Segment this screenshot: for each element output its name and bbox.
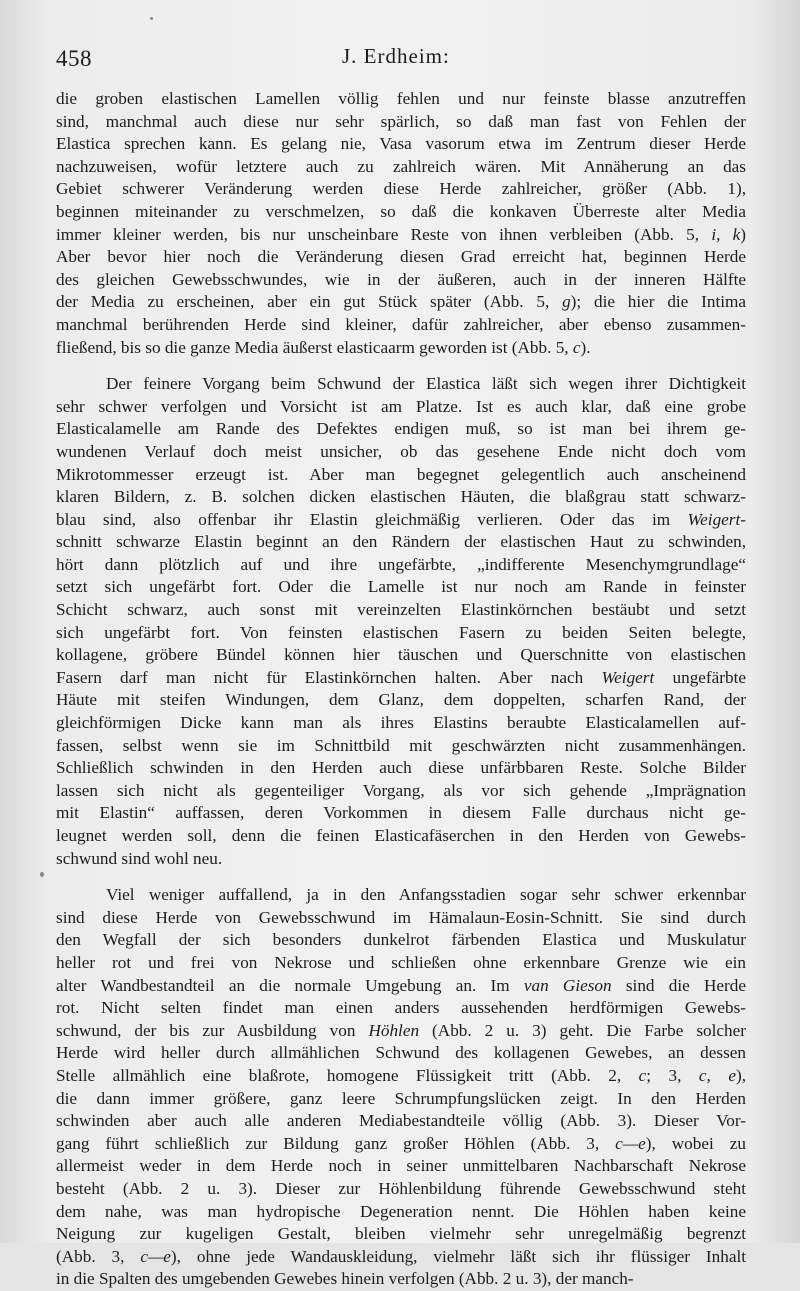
text-line: in die Spalten des umgebenden Gewebes hinein verfolgen (Abb. 2 u. 3), der manch- bbox=[56, 1269, 634, 1289]
italic-text: Höhlen bbox=[368, 1020, 420, 1040]
text-line bbox=[56, 1020, 746, 1043]
text-line: kollagene, gröbere Bündel können hier täuschen und Querschnitte von elastischen bbox=[56, 645, 746, 665]
text-line: dem nahe, was man hydropische Degeneration nennt. Die Höhlen haben keine bbox=[56, 1201, 746, 1221]
text-line bbox=[56, 1246, 746, 1269]
text-line: Elasticalamelle am Rande des Defektes endigen muß, so ist man bei ihrem ge- bbox=[56, 419, 746, 439]
text-segment: ), ohne jede Wandauskleidung, vielmehr läßt sich ihr flüssiger Inhalt bbox=[170, 1246, 746, 1266]
italic-text: c, e bbox=[698, 1065, 736, 1085]
text-line: Viel weniger auffallend, ja in den Anfangsstadien sogar sehr schwer erkennbar bbox=[106, 885, 746, 905]
text-line: allermeist weder in dem Herde noch in seiner unmittelbaren Nachbarschaft Nekrose bbox=[56, 1156, 746, 1176]
text-line bbox=[56, 975, 746, 998]
text-line: des gleichen Gewebsschwundes, wie in der äußeren, auch in der inneren Hälfte bbox=[56, 269, 746, 289]
text-line: heller rot und frei von Nekrose und schließen ohne erkennbare Grenze wie ein bbox=[56, 952, 746, 972]
text-line: Der feinere Vorgang beim Schwund der Elastica läßt sich wegen ihrer Dichtigkeit bbox=[106, 374, 746, 394]
text-line: beginnen miteinander zu verschmelzen, so daß die konkaven Überreste alter Media bbox=[56, 201, 746, 221]
italic-text: c bbox=[572, 337, 581, 357]
text-segment: (Abb. 2 u. 3) geht. Die Farbe solcher bbox=[419, 1020, 746, 1040]
text-line: fassen, selbst wenn sie im Schnittbild mit geschwärzten nicht zusammenhängen. bbox=[56, 735, 746, 755]
italic-text: c—e bbox=[140, 1246, 171, 1266]
text-line: setzt sich ungefärbt fort. Oder die Lamelle ist nur noch am Rande in feinster bbox=[56, 577, 746, 597]
text-line: Aber bevor hier noch die Veränderung diesen Grad erreicht hat, beginnen Herde bbox=[56, 247, 746, 267]
italic-text: Weigert- bbox=[687, 509, 746, 529]
italic-text: c—e bbox=[615, 1133, 646, 1153]
text-line: hört dann plötzlich auf und ihre ungefärbte, „indifferente Mesenchymgrundlage“ bbox=[56, 554, 746, 574]
text-segment: ) bbox=[740, 224, 746, 244]
text-line bbox=[56, 509, 746, 532]
text-segment: gang führt schließlich zur Bildung ganz großer Höhlen (Abb. 3, bbox=[56, 1133, 616, 1153]
text-line: schnitt schwarze Elastin beginnt an den Rändern der elastischen Haut zu schwinden, bbox=[56, 532, 746, 552]
text-line: besteht (Abb. 2 u. 3). Dieser zur Höhlenbildung führende Gewebsschwund steht bbox=[56, 1178, 746, 1198]
text-segment: fließend, bis so die ganze Media äußerst elasticaarm geworden ist (Abb. 5, bbox=[56, 337, 573, 357]
text-line: Neigung zur kugeligen Gestalt, bleiben vielmehr sehr unregelmäßig begrenzt bbox=[56, 1224, 746, 1244]
text-line: Elastica sprechen kann. Es gelang nie, Vasa vasorum etwa im Zentrum dieser Herde bbox=[56, 134, 746, 154]
text-line: schwund sind wohl neu. bbox=[56, 848, 223, 868]
text-line: Herde wird heller durch allmählichen Schwund des kollagenen Gewebes, an dessen bbox=[56, 1043, 746, 1063]
paragraph bbox=[56, 373, 746, 870]
text-segment: ), bbox=[735, 1065, 746, 1085]
paragraph bbox=[56, 884, 746, 1291]
text-line bbox=[56, 1065, 746, 1088]
text-line: Schließlich schwinden in den Herden auch diese unfärbbaren Reste. Solche Bilder bbox=[56, 758, 746, 778]
text-line: sich ungefärbt fort. Von feinsten elastischen Fasern zu beiden Seiten belegte, bbox=[56, 622, 746, 642]
text-line: leugnet werden soll, denn die feinen Elasticafäserchen in den Herden von Gewebs- bbox=[56, 826, 746, 845]
paragraph bbox=[56, 88, 746, 359]
text-line: Schicht schwarz, auch sonst mit vereinzelten Elastinkörnchen bestäubt und setzt bbox=[56, 600, 746, 620]
paper-speck bbox=[40, 872, 44, 877]
text-line: schwinden aber auch alle anderen Mediabestandteile völlig (Abb. 3). Dieser Vor- bbox=[56, 1111, 746, 1131]
text-segment: ). bbox=[580, 337, 591, 357]
text-line: nachzuweisen, wofür letztere auch zu zahlreich wären. Mit Annäherung an das bbox=[56, 156, 746, 176]
text-line: Gebiet schwerer Veränderung werden diese Herde zahlreicher, größer (Abb. 1), bbox=[56, 179, 746, 199]
text-line: Mikrotommesser erzeugt ist. Aber man begegnet gelegentlich auch anscheinend bbox=[56, 464, 746, 484]
italic-text: c bbox=[638, 1065, 647, 1085]
text-line: sind, manchmal auch diese nur sehr spärlich, so daß man fast von Fehlen der bbox=[56, 111, 746, 131]
text-line bbox=[56, 667, 746, 690]
text-line: Häute mit steifen Windungen, dem Glanz, dem doppelten, scharfen Rand, der bbox=[56, 690, 746, 710]
text-line bbox=[56, 224, 746, 247]
text-line bbox=[56, 1133, 746, 1156]
text-segment: ); die hier die Intima bbox=[570, 292, 746, 312]
running-head bbox=[56, 46, 746, 76]
text-line: die dann immer größere, ganz leere Schrumpfungslücken zeigt. In den Herden bbox=[56, 1088, 746, 1108]
paper-speck bbox=[150, 17, 153, 20]
page-number: 458 bbox=[56, 46, 92, 71]
text-line: mit Elastin“ auffassen, deren Vorkommen in diesem Falle durchaus nicht ge- bbox=[56, 803, 746, 823]
text-line bbox=[56, 291, 746, 314]
text-line: sind diese Herde von Gewebsschwund im Hämalaun-Eosin-Schnitt. Sie sind durch bbox=[56, 907, 746, 927]
running-head-author: J. Erdheim: bbox=[342, 44, 450, 68]
italic-text: Weigert bbox=[601, 667, 655, 687]
text-segment: ; 3, bbox=[646, 1065, 699, 1085]
text-line: klaren Bildern, z. B. solchen dicken elastischen Häuten, die blaßgrau statt schwarz- bbox=[56, 487, 746, 507]
text-line: wundenen Verlauf doch meist unsicher, ob das gesehene Ende nicht doch vom bbox=[56, 441, 746, 461]
text-line: die groben elastischen Lamellen völlig fehlen und nur feinste blasse anzutreffen bbox=[56, 89, 746, 108]
text-line bbox=[56, 337, 746, 360]
text-segment: Stelle allmählich eine blaßrote, homogene Flüssigkeit tritt (Abb. 2, bbox=[56, 1065, 639, 1085]
text-line: den Wegfall der sich besonders dunkelrot färbenden Elastica und Muskulatur bbox=[56, 930, 746, 950]
italic-text: g bbox=[562, 292, 571, 312]
italic-text: i, k bbox=[711, 224, 741, 244]
text-line: gleichförmigen Dicke kann man als ihres Elastins beraubte Elasticalamellen auf- bbox=[56, 713, 746, 733]
text-line: manchmal berührenden Herde sind kleiner, dafür zahlreicher, aber ebenso zusammen- bbox=[56, 314, 746, 334]
paragraph-gap bbox=[56, 359, 746, 373]
text-segment: ), wobei zu bbox=[645, 1133, 746, 1153]
paragraph-gap bbox=[56, 870, 746, 884]
text-segment: ungefärbte bbox=[654, 667, 746, 687]
italic-text: van Gieson bbox=[523, 975, 612, 995]
body-text bbox=[56, 88, 746, 1291]
text-line: lassen sich nicht als gegenteiliger Vorgang, als vor sich gehende „Imprägnation bbox=[56, 780, 746, 800]
text-segment: (Abb. 3, bbox=[56, 1246, 141, 1266]
text-segment: Fasern darf man nicht für Elastinkörnchen halten. Aber nach bbox=[56, 667, 602, 687]
text-line: rot. Nicht selten findet man einen anders aussehenden herdförmigen Gewebs- bbox=[56, 998, 746, 1018]
text-segment: immer kleiner werden, bis nur unscheinbare Reste von ihnen verbleiben (Abb. 5, bbox=[56, 224, 712, 244]
text-segment: sind die Herde bbox=[611, 975, 746, 995]
text-line: sehr schwer verfolgen und Vorsicht ist am Platze. Ist es auch klar, daß eine grobe bbox=[56, 396, 746, 416]
text-segment: blau sind, also offenbar ihr Elastin gleichmäßig verlieren. Oder das im bbox=[56, 509, 688, 529]
text-segment: alter Wandbestandteil an die normale Umgebung an. Im bbox=[56, 975, 524, 995]
text-segment: der Media zu erscheinen, aber ein gut Stück später (Abb. 5, bbox=[56, 292, 563, 312]
text-segment: schwund, der bis zur Ausbildung von bbox=[56, 1020, 369, 1040]
